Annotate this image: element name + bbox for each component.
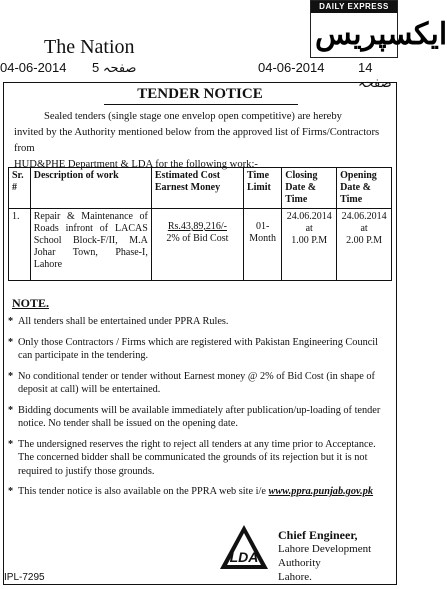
opening-time: 2.00 P.M xyxy=(346,235,382,246)
table-row xyxy=(9,209,392,281)
newspaper-name-nation: The Nation xyxy=(44,36,135,58)
daily-express-banner: DAILY EXPRESS xyxy=(311,1,397,13)
cell-opening xyxy=(337,209,392,281)
tender-table xyxy=(8,167,392,281)
list-item xyxy=(4,438,392,479)
opening-at: at xyxy=(360,223,368,234)
header-sr: Sr. # xyxy=(9,168,31,209)
signatory-block xyxy=(278,528,400,584)
time-limit-b: Month xyxy=(249,233,276,244)
closing-date: 24.06.2014 xyxy=(286,211,332,222)
cell-description: Repair & Maintenance of Roads infront of LACAS School Block-F/II, M.A Johar Town, Phase-I, Lahore xyxy=(30,209,151,281)
cell-cost xyxy=(151,209,243,281)
header-opening: Opening Date & Time xyxy=(337,168,392,209)
bullet-icon: * xyxy=(8,404,14,416)
header-time-limit: Time Limit xyxy=(243,168,281,209)
right-page-number: 14 صفحہ xyxy=(358,60,392,90)
closing-time: 1.00 P.M xyxy=(291,235,328,246)
signatory-org: Lahore Development Authority xyxy=(278,543,372,569)
list-item xyxy=(4,315,392,329)
bullet-icon: * xyxy=(8,316,14,327)
left-page-number: 5 صفحہ xyxy=(92,60,137,75)
list-item xyxy=(4,485,392,499)
table-header-row xyxy=(9,168,392,209)
ipl-reference: IPL-7295 xyxy=(4,572,45,583)
list-item xyxy=(4,404,392,431)
daily-express-logo xyxy=(310,0,447,58)
lda-logo-text: LDA xyxy=(229,549,259,565)
opening-date: 24.06.2014 xyxy=(341,211,387,222)
cell-closing xyxy=(282,209,337,281)
bullet-icon: * xyxy=(8,336,14,348)
notes-list xyxy=(4,315,392,506)
note-text: The undersigned reserves the right to reject all tenders at any time prior to Acceptance. The concerned bidder shall be communicated the grounds of its rejection but it is not required to justify those grounds. xyxy=(18,438,376,477)
left-publication-date: 04-06-2014 xyxy=(0,60,67,75)
header-description: Description of work xyxy=(30,168,151,209)
intro-line-1: Sealed tenders (single stage one envelop open competitive) are hereby xyxy=(44,111,342,122)
note-title: NOTE. xyxy=(12,296,50,310)
lda-logo xyxy=(218,523,270,573)
header-closing: Closing Date & Time xyxy=(282,168,337,209)
express-urdu-mark: ایکسپریس xyxy=(315,18,447,51)
cell-sr: 1. xyxy=(9,209,31,281)
note-text: All tenders shall be entertained under PPRA Rules. xyxy=(18,316,229,327)
estimated-cost: Rs.43,89,216/- xyxy=(167,221,227,232)
notice-title: TENDER NOTICE xyxy=(137,86,263,102)
intro-line-3: HUD&PHE Department & LDA for the following work:- xyxy=(14,159,258,170)
note-text: Only those Contractors / Firms which are registered with Pakistan Engineering Council can participate in the tendering. xyxy=(18,336,379,361)
tender-notice-box xyxy=(3,82,397,585)
intro-paragraph xyxy=(14,109,392,173)
bullet-icon: * xyxy=(8,438,14,450)
right-publication-date: 04-06-2014 xyxy=(258,60,325,75)
time-limit-a: 01- xyxy=(255,221,270,232)
note-text: Bidding documents will be available immediately after publication/up-loading of tender notice. No tender shall be issued on the opening date. xyxy=(18,404,381,429)
bullet-icon: * xyxy=(8,370,14,382)
intro-line-2: invited by the Authority mentioned below from the approved list of Firms/Contractors from xyxy=(14,127,380,154)
earnest-money: 2% of Bid Cost xyxy=(166,233,229,244)
closing-at: at xyxy=(305,223,313,234)
note-text: This tender notice is also available on the PPRA web site i/e xyxy=(18,486,266,497)
ppra-website-link[interactable]: www.ppra.punjab.gov.pk xyxy=(268,486,374,497)
note-text: No conditional tender or tender without Earnest money @ 2% of Bid Cost (in shape of deposit at call) will be entertained. xyxy=(18,370,375,395)
signatory-city: Lahore. xyxy=(278,571,312,583)
bullet-icon: * xyxy=(8,486,14,497)
signatory-title: Chief Engineer, xyxy=(278,528,358,542)
list-item xyxy=(4,336,392,363)
cell-time-limit xyxy=(243,209,281,281)
header-cost: Estimated Cost Earnest Money xyxy=(151,168,243,209)
list-item xyxy=(4,370,392,397)
title-underline xyxy=(104,104,298,105)
